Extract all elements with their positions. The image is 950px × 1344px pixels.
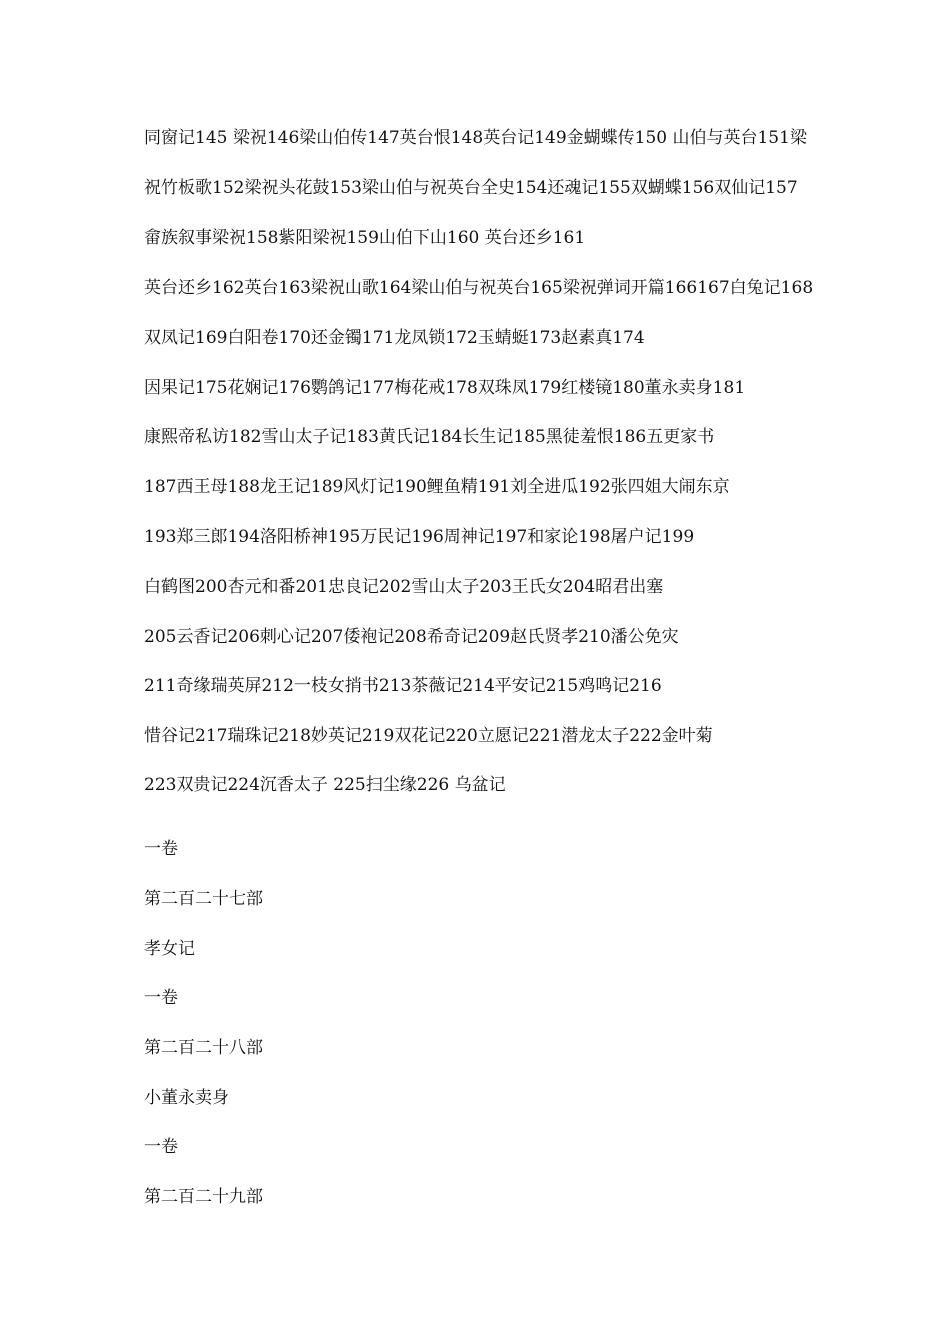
text-line: 惜谷记217瑞珠记218妙英记219双花记220立愿记221潜龙太子222金叶菊 — [144, 726, 713, 746]
text-line: 双凤记169白阳卷170还金镯171龙凤锁172玉蜻蜓173赵素真174 — [144, 328, 645, 348]
text-line: 223双贵记224沉香太子 225扫尘缘226 乌盆记 — [144, 775, 506, 795]
text-line: 康熙帝私访182雪山太子记183黄氏记184长生记185黑徒羞恨186五更家书 — [144, 427, 715, 447]
text-line: 第二百二十九部 — [144, 1187, 263, 1207]
text-line: 孝女记 — [144, 939, 195, 959]
text-line: 因果记175花娴记176鹦鸽记177梅花戒178双珠凤179红楼镜180董永卖身181 — [144, 378, 746, 398]
text-line: 211奇缘瑞英屏212一枝女捎书213茶薇记214平安记215鸡鸣记216 — [144, 676, 662, 696]
text-line: 祝竹板歌152梁祝头花鼓153梁山伯与祝英台全史154还魂记155双蝴蝶156双仙记157 — [144, 178, 798, 198]
text-line: 第二百二十七部 — [144, 889, 263, 909]
text-line: 一卷 — [144, 988, 178, 1008]
text-line: 一卷 — [144, 1137, 178, 1157]
text-line: 畲族叙事梁祝158紫阳梁祝159山伯下山160 英台还乡161 — [144, 228, 586, 248]
text-line: 187西王母188龙王记189风灯记190鲤鱼精191刘全进瓜192张四姐大闹东京 — [144, 477, 730, 497]
text-line: 第二百二十八部 — [144, 1038, 263, 1058]
text-line: 205云香记206刺心记207倭袍记208希奇记209赵氏贤孝210潘公免灾 — [144, 627, 679, 647]
text-line: 英台还乡162英台163梁祝山歌164梁山伯与祝英台165梁祝弹词开篇166167白兔记168 — [144, 278, 814, 298]
text-line: 小董永卖身 — [144, 1088, 229, 1108]
text-line: 一卷 — [144, 839, 178, 859]
text-line: 白鹤图200杏元和番201忠良记202雪山太子203王氏女204昭君出塞 — [144, 577, 664, 597]
text-line: 同窗记145 梁祝146梁山伯传147英台恨148英台记149金蝴蝶传150 山伯与英台151梁 — [144, 128, 807, 148]
text-line: 193郑三郎194洛阳桥神195万民记196周神记197和家论198屠户记199 — [144, 527, 695, 547]
